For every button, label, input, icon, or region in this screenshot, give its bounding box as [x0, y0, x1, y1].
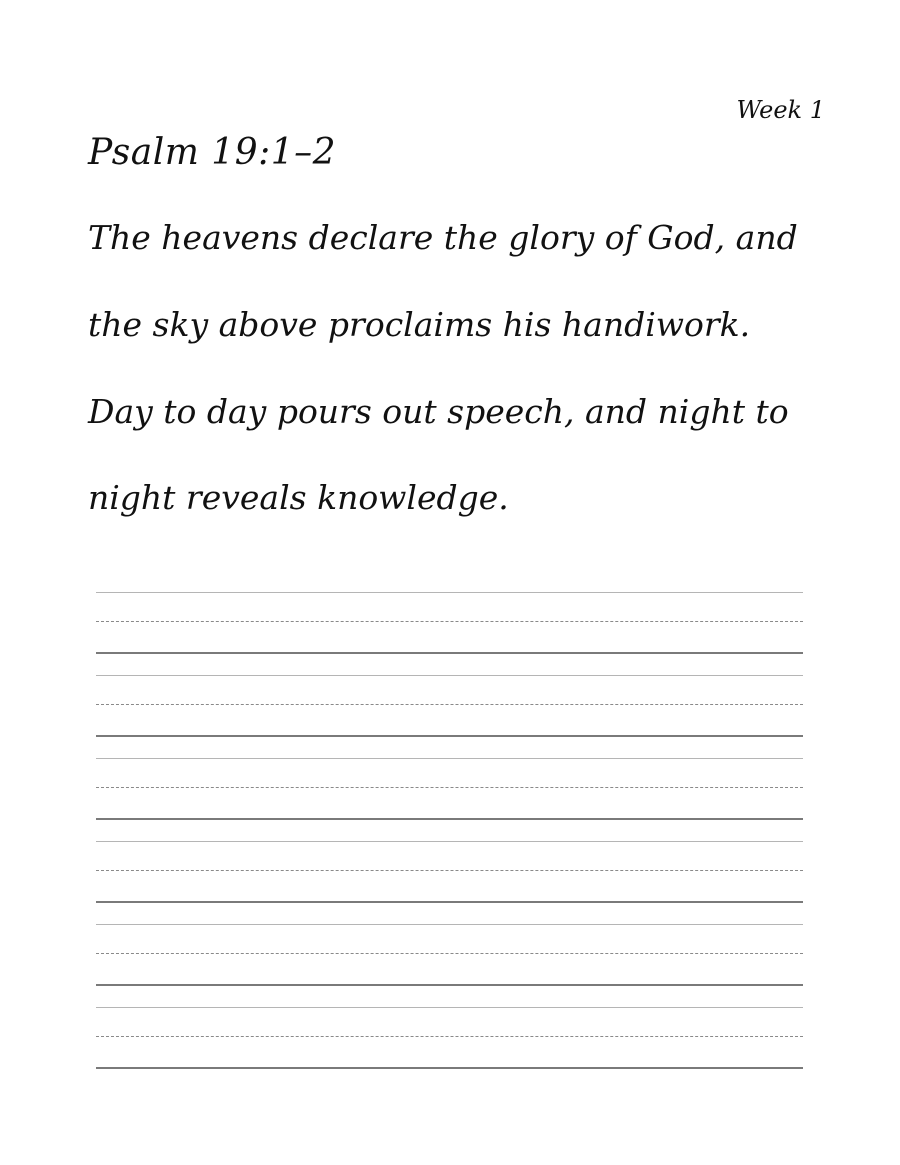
baseline [96, 984, 803, 986]
top-guide-line [96, 592, 803, 593]
dashed-midline [96, 870, 803, 871]
practice-row[interactable] [96, 758, 803, 820]
verse-line-4: night reveals knowledge. [88, 478, 509, 517]
baseline [96, 1067, 803, 1069]
dashed-midline [96, 953, 803, 954]
dashed-midline [96, 1036, 803, 1037]
practice-row[interactable] [96, 675, 803, 737]
practice-row[interactable] [96, 1007, 803, 1069]
top-guide-line [96, 675, 803, 676]
top-guide-line [96, 1007, 803, 1008]
practice-row[interactable] [96, 592, 803, 654]
verse-line-2: the sky above proclaims his handiwork. [88, 305, 751, 344]
scripture-reference: Psalm 19:1–2 [88, 132, 337, 173]
baseline [96, 818, 803, 820]
dashed-midline [96, 787, 803, 788]
verse-line-3: Day to day pours out speech, and night to [88, 392, 789, 431]
verse-line-1: The heavens declare the glory of God, and [88, 218, 798, 257]
top-guide-line [96, 758, 803, 759]
baseline [96, 735, 803, 737]
baseline [96, 652, 803, 654]
practice-row[interactable] [96, 924, 803, 986]
dashed-midline [96, 704, 803, 705]
baseline [96, 901, 803, 903]
practice-row[interactable] [96, 841, 803, 903]
top-guide-line [96, 841, 803, 842]
week-label: Week 1 [736, 96, 825, 124]
dashed-midline [96, 621, 803, 622]
top-guide-line [96, 924, 803, 925]
